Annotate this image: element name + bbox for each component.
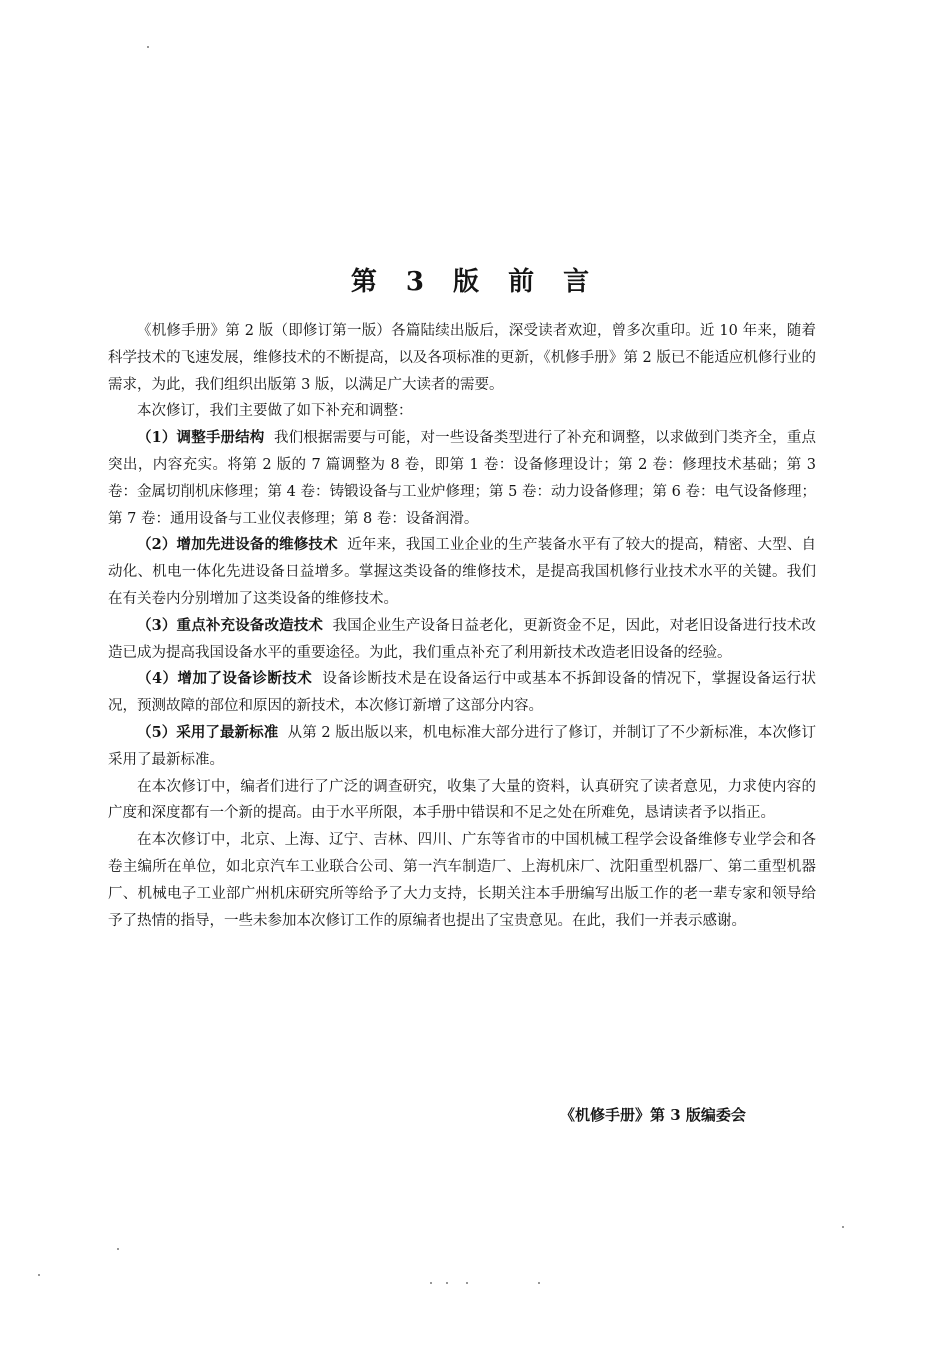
scan-speck (147, 46, 149, 48)
revision-item-5 (108, 720, 816, 774)
revision-item-4-heading: （4）增加了设备诊断技术 (137, 670, 313, 688)
revision-item-4 (108, 666, 816, 720)
scan-speck (117, 1248, 119, 1250)
revision-item-3 (108, 613, 816, 667)
scan-speck (430, 1282, 432, 1284)
revision-item-1 (108, 425, 816, 532)
revision-item-2 (108, 532, 816, 612)
revision-item-2-text: 近年来，我国工业企业的生产装备水平有了较大的提高，精密、大型、自动化、机电一体化先进设备日益增多。掌握这类设备的维修技术，是提高我国机修行业技术水平的关键。我们在有关卷内分别增加了这类设备的维修技术。 (108, 537, 817, 607)
scan-speck (38, 1274, 40, 1276)
revision-item-2-heading: （2）增加先进设备的维修技术 (137, 536, 338, 554)
scan-speck (842, 1226, 844, 1228)
revision-item-1-text: 我们根据需要与可能，对一些设备类型进行了补充和调整，以求做到门类齐全，重点突出，内容充实。将第 2 版的 7 篇调整为 8 卷，即第 1 卷：设备修理设计；第 2 卷：修理技术基础；第 3 卷：金属切削机床修理；第 4 卷：铸锻设备与工业炉修理；第 5 卷：动力设备修理；第 6 卷：电气设备修理；第 7 卷：通用设备与工业仪表修理；第 8 卷：设备润滑。 (108, 430, 817, 527)
revision-item-3-heading: （3）重点补充设备改造技术 (137, 616, 324, 634)
revision-item-1-heading: （1）调整手册结构 (137, 429, 265, 447)
revision-item-4-text: 设备诊断技术是在设备运行中或基本不拆卸设备的情况下，掌握设备运行状况，预测故障的部位和原因的新技术，本次修订新增了这部分内容。 (108, 671, 817, 715)
page-title: 第 3 版 前 言 (350, 267, 600, 297)
closing-paragraph-2: 在本次修订中，北京、上海、辽宁、吉林、四川、广东等省市的中国机械工程学会设备维修专业学会和各卷主编所在单位，如北京汽车工业联合公司、第一汽车制造厂、上海机床厂、沈阳重型机器厂、第二重型机器厂、机械电子工业部广州机床研究所等给予了大力支持，长期关注本手册编写出版工作的老一辈专家和领导给予了热情的指导，一些未参加本次修订工作的原编者也提出了宝贵意见。在此，我们一并表示感谢。 (108, 832, 816, 929)
revision-summary-paragraph: 本次修订，我们主要做了如下补充和调整： (137, 403, 413, 420)
revision-item-3-text: 我国企业生产设备日益老化，更新资金不足，因此，对老旧设备进行技术改造已成为提高我国设备水平的重要途径。为此，我们重点补充了利用新技术改造老旧设备的经验。 (108, 617, 816, 661)
closing-paragraph-1: 在本次修订中，编者们进行了广泛的调查研究，收集了大量的资料，认真研究了读者意见，力求使内容的广度和深度都有一个新的提高。由于水平所限，本手册中错误和不足之处在所难免，恳请读者予以指正。 (108, 778, 816, 822)
scan-speck (466, 1282, 468, 1284)
scan-speck (538, 1282, 540, 1284)
preface-body (108, 318, 816, 934)
intro-paragraph: 《机修手册》第 2 版（即修订第一版）各篇陆续出版后，深受读者欢迎，曾多次重印。近 10 年来，随着科学技术的飞速发展，维修技术的不断提高，以及各项标准的更新，《机修手册》第 2 版已不能适应机修行业的需求，为此，我们组织出版第 3 版，以满足广大读者的需要。 (108, 323, 816, 393)
revision-item-5-text: 从第 2 版出版以来，机电标准大部分进行了修订，并制订了不少新标准，本次修订采用了最新标准。 (108, 724, 816, 768)
revision-item-5-heading: （5）采用了最新标准 (137, 723, 279, 741)
scan-speck (446, 1282, 448, 1284)
editorial-board-signature: 《机修手册》第 3 版编委会 (560, 1106, 746, 1124)
